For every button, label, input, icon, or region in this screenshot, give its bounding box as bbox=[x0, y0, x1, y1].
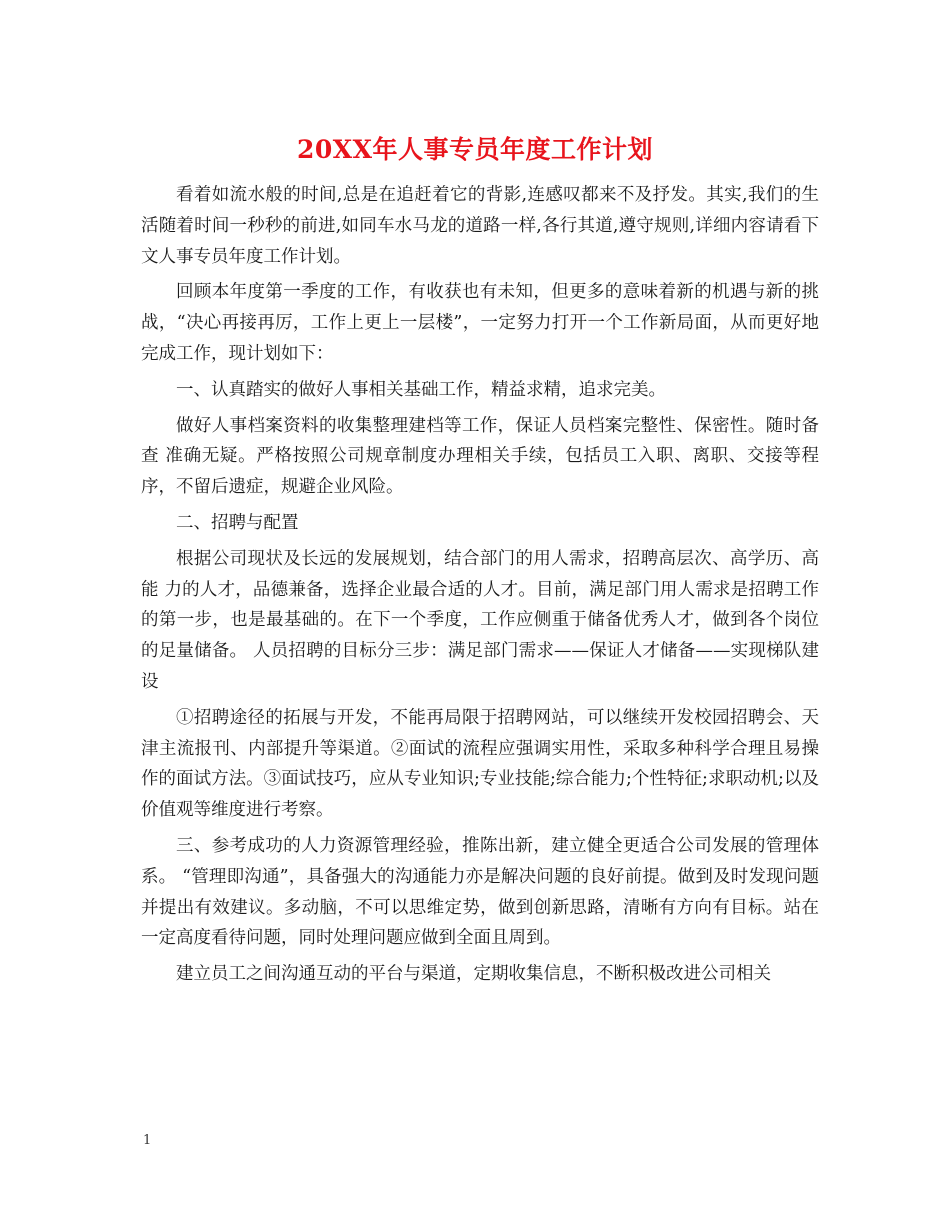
section-heading-2: 二、招聘与配置 bbox=[176, 512, 299, 533]
page-number: 1 bbox=[143, 1133, 152, 1148]
paragraph-communication: 建立员工之间沟通互动的平台与渠道，定期收集信息，不断积极改进公司相关 bbox=[176, 964, 771, 985]
paragraph-archives: 做好人事档案资料的收集整理建档等工作，保证人员档案完整性、保密性。随时备查 准确无疑。严格按照公司规章制度办理相关手续，包括员工入职、离职、交接等程序，不留后遗症，规避企业风险。 bbox=[141, 415, 819, 498]
paragraph-intro: 看着如流水般的时间,总是在追赶着它的背影,连感叹都来不及抒发。其实,我们的生活随着时间一秒秒的前进,如同车水马龙的道路一样,各行其道,遵守规则,详细内容请看下文人事专员年度工作计划。 bbox=[141, 185, 819, 267]
paragraph-interview: ①招聘途径的拓展与开发，不能再局限于招聘网站，可以继续开发校园招聘会、天津主流报刊、内部提升等渠道。②面试的流程应强调实用性，采取多种科学合理且易操作的面试方法。③面试技巧，应从专业知识;专业技能;综合能力;个性特征;求职动机;以及价值观等维度进行考察。 bbox=[141, 707, 819, 821]
section-heading-3: 三、参考成功的人力资源管理经验，推陈出新，建立健全更适合公司发展的管理体系。 “管理即沟通”，具备强大的沟通能力亦是解决问题的良好前提。做到及时发现问题并提出有效建议。多动脑，不可以思维定势，做到创新思路，清晰有方向有目标。站在一定高度看待问题，同时处理问题应做到全面且周到。 bbox=[141, 835, 819, 949]
document-title: 20XX年人事专员年度工作计划 bbox=[296, 135, 654, 164]
section-heading-1: 一、认真踏实的做好人事相关基础工作，精益求精，追求完美。 bbox=[176, 379, 666, 400]
document-body bbox=[141, 180, 819, 995]
paragraph-recruitment: 根据公司现状及长远的发展规划，结合部门的用人需求，招聘高层次、高学历、高能 力的人才，品德兼备，选择企业最合适的人才。目前，满足部门用人需求是招聘工作的第一步，也是最基础的。在下一个季度，工作应侧重于储备优秀人才，做到各个岗位的足量储备。 人员招聘的目标分三步：满足部门需求——保证人才储备——实现梯队建设 bbox=[141, 548, 819, 692]
paragraph-review: 回顾本年度第一季度的工作，有收获也有未知，但更多的意味着新的机遇与新的挑战，“决心再接再厉，工作上更上一层楼”，一定努力打开一个工作新局面，从而更好地完成工作，现计划如下： bbox=[141, 282, 819, 364]
